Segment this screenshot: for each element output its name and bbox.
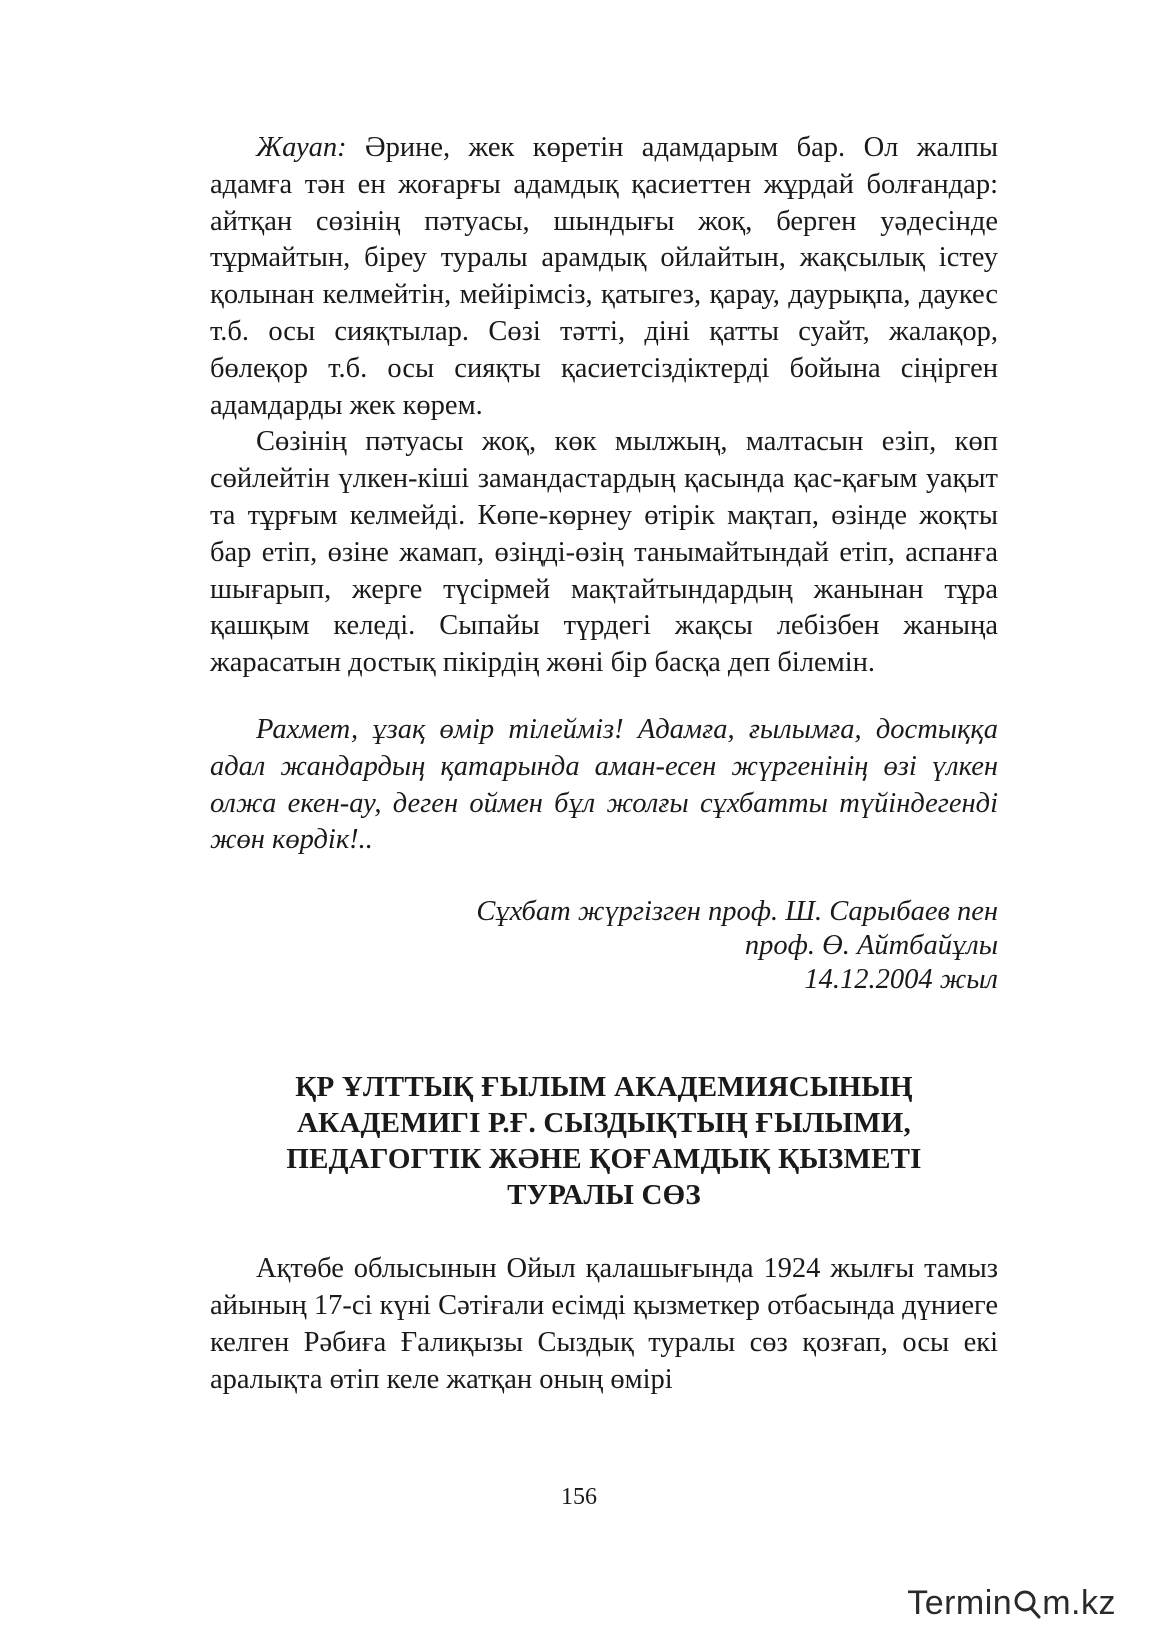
signature-line-2: проф. Ө. Айтбайұлы	[744, 930, 998, 962]
heading-line-2: АКАДЕМИГІ Р.Ғ. СЫЗДЫҚТЫҢ ҒЫЛЫМИ,	[296, 1107, 912, 1140]
heading-line-3: ПЕДАГОГТІК ЖӘНЕ ҚОҒАМДЫҚ ҚЫЗМЕТІ	[286, 1143, 922, 1176]
heading-line-1: ҚР ҰЛТТЫҚ ҒЫЛЫМ АКАДЕМИЯСЫНЫҢ	[295, 1071, 913, 1104]
second-paragraph-text: Сөзінің пәтуасы жоқ, көк мылжың, малтасын езіп, көп сөйлейтін үлкен-кіші замандастардың қасында қас-қағым уақыт та тұрғым келмейді. Көпе-көрнеу өтірік мақтап, өзінде жоқты бар етіп, өзіне жамап, өзіңді-өзің танымайтындай етіп, аспанға шығарып, жерге түсірмей мақтайтындардың жанынан тұра қашқым келеді. Сыпайы түрдегі жақсы лебізбен жаныңа жарасатын достық пікірдің жөні бір басқа деп білемін.	[210, 426, 998, 679]
answer-paragraph	[210, 130, 998, 424]
answer-lead: Жауап:	[256, 132, 347, 163]
watermark-logo	[907, 1583, 1116, 1623]
body-paragraph: Ақтөбе облысынын Ойыл қалашығында 1924 жылғы тамыз айының 17-сі күні Сәтіғали есімді қызметкер отбасында дүниеге келген Рәбиға Ғалиқызы Сыздық туралы сөз қозғап, осы екі аралықта өтіп келе жатқан оның өмірі	[210, 1253, 998, 1395]
signature-line-1: Сұхбат жүргізген проф. Ш. Сарыбаев пен	[476, 896, 998, 928]
watermark-prefix: Termin	[907, 1583, 1013, 1622]
heading-line-4: ТУРАЛЫ СӨЗ	[507, 1179, 701, 1212]
section-heading	[210, 1069, 998, 1213]
document-page	[210, 130, 998, 1398]
second-paragraph	[210, 424, 998, 682]
magnifier-icon	[1012, 1586, 1042, 1620]
signature-block	[210, 895, 998, 997]
signature-date: 14.12.2004 жыл	[804, 964, 998, 996]
closing-paragraph: Рахмет, ұзақ өмір тілейміз! Адамға, ғылымға, достыққа адал жандардың қатарында аман-есен жүргенінің өзі үлкен олжа екен-ау, деген оймен бұл жолғы сұхбатты түйіндегенді жөн көрдік!..	[210, 713, 998, 856]
page-number: 156	[561, 1484, 597, 1510]
watermark-suffix: m.kz	[1042, 1583, 1116, 1622]
answer-text: Әрине, жек көретін адамдарым бар. Ол жалпы адамға тән ен жоғарғы адамдық қасиеттен жұрдай болғандар: айтқан сөзінің пәтуасы, шындығы жоқ, берген уәдесінде тұрмайтын, біреу туралы арамдық ойлайтын, жақсылық істеу қолынан келмейтін, мейірімсіз, қатыгез, қарау, даурықпа, даукес т.б. осы сияқтылар. Сөзі тәтті, діні қатты суайт, жалақор, бөлеқор т.б. осы сияқты қасиетсіздіктерді бойына сіңірген адамдарды жек көрем.	[210, 132, 998, 421]
